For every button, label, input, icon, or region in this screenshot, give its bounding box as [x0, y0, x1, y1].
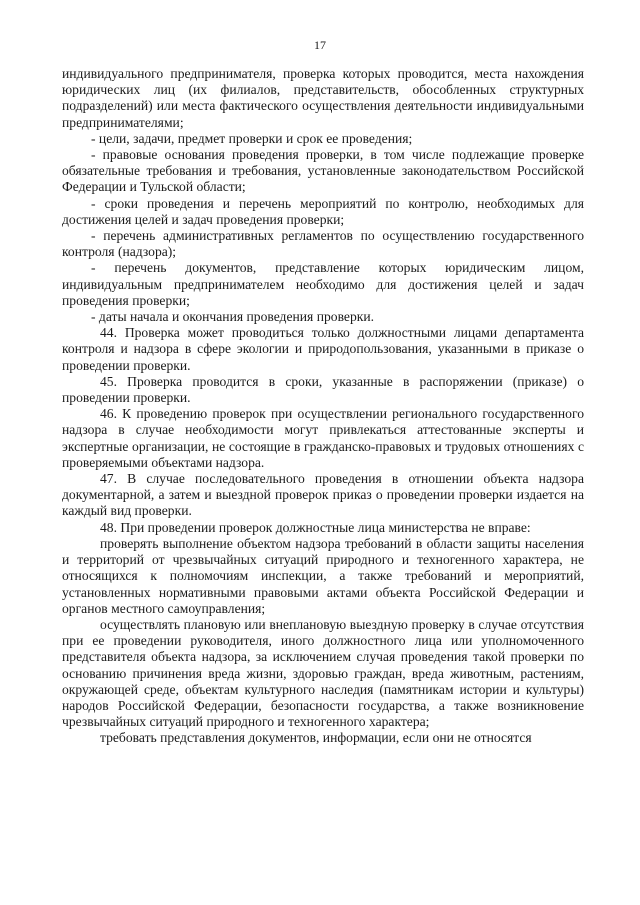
list-item-regulations: - перечень административных регламентов по осуществлению государственного контроля (надзора); — [62, 228, 584, 260]
clause-47: 47. В случае последовательного проведения в отношении объекта надзора документарной, а затем и выездной проверок приказ о проведении проверки издается на каждый вид проверки. — [62, 471, 584, 519]
clause-48: 48. При проведении проверок должностные лица министерства не вправе: — [100, 519, 531, 535]
list-item-dates: - даты начала и окончания проведения проверки. — [91, 309, 375, 325]
document-body — [62, 66, 584, 747]
clause-48-item-1: проверять выполнение объектом надзора требований в области защиты населения и территорий от чрезвычайных ситуаций природного и техногенного характера, не относящихся к полномочиям инспекции, а также требований и мероприятий, установленных нормативными правовыми актами объекта Российской Федерации и органов местного самоуправления; — [62, 535, 584, 616]
paragraph-continuation: индивидуального предпринимателя, проверка которых проводится, места нахождения юридических лиц (их филиалов, представительств, обособленных структурных подразделений) или места фактического осуществления деятельности индивидуальными предпринимателями; — [62, 66, 584, 130]
list-item-legal-grounds: - правовые основания проведения проверки, в том числе подлежащие проверке обязательные требования и требования, установленные законодательством Российской Федерации и Тульской области; — [62, 147, 584, 195]
clause-46: 46. К проведению проверок при осуществлении регионального государственного надзора в случае необходимости могут привлекаться аттестованные эксперты и экспертные организации, не состоящие в гражданско-правовых и трудовых отношениях с проверяемыми объектами надзора. — [62, 406, 584, 470]
page-number: 17 — [314, 38, 326, 52]
list-item-goals: - цели, задачи, предмет проверки и срок ее проведения; — [91, 130, 413, 146]
list-item-documents: - перечень документов, представление которых юридическим лицом, индивидуальным предпринимателем необходимо для достижения целей и задач проведения проверки; — [62, 260, 584, 308]
clause-48-item-3: требовать представления документов, информации, если они не относятся — [100, 730, 532, 746]
list-item-deadlines: - сроки проведения и перечень мероприятий по контролю, необходимых для достижения целей и задач проведения проверки; — [62, 195, 584, 227]
clause-44: 44. Проверка может проводиться только должностными лицами департамента контроля и надзора в сфере экологии и природопользования, указанными в приказе о проведении проверки. — [62, 325, 584, 373]
clause-45: 45. Проверка проводится в сроки, указанные в распоряжении (приказе) о проведении проверки. — [62, 373, 584, 406]
clause-48-item-2: осуществлять плановую или внеплановую выездную проверку в случае отсутствия при ее проведении руководителя, иного должностного лица или уполномоченного представителя объекта надзора, за исключением случая проведения такой проверки по основанию причинения вреда жизни, здоровью граждан, вреда животным, растениям, окружающей среде, объектам культурного наследия (памятникам истории и культуры) народов Российской Федерации, безопасности государства, а также возникновение чрезвычайных ситуаций природного и техногенного характера; — [62, 616, 584, 730]
